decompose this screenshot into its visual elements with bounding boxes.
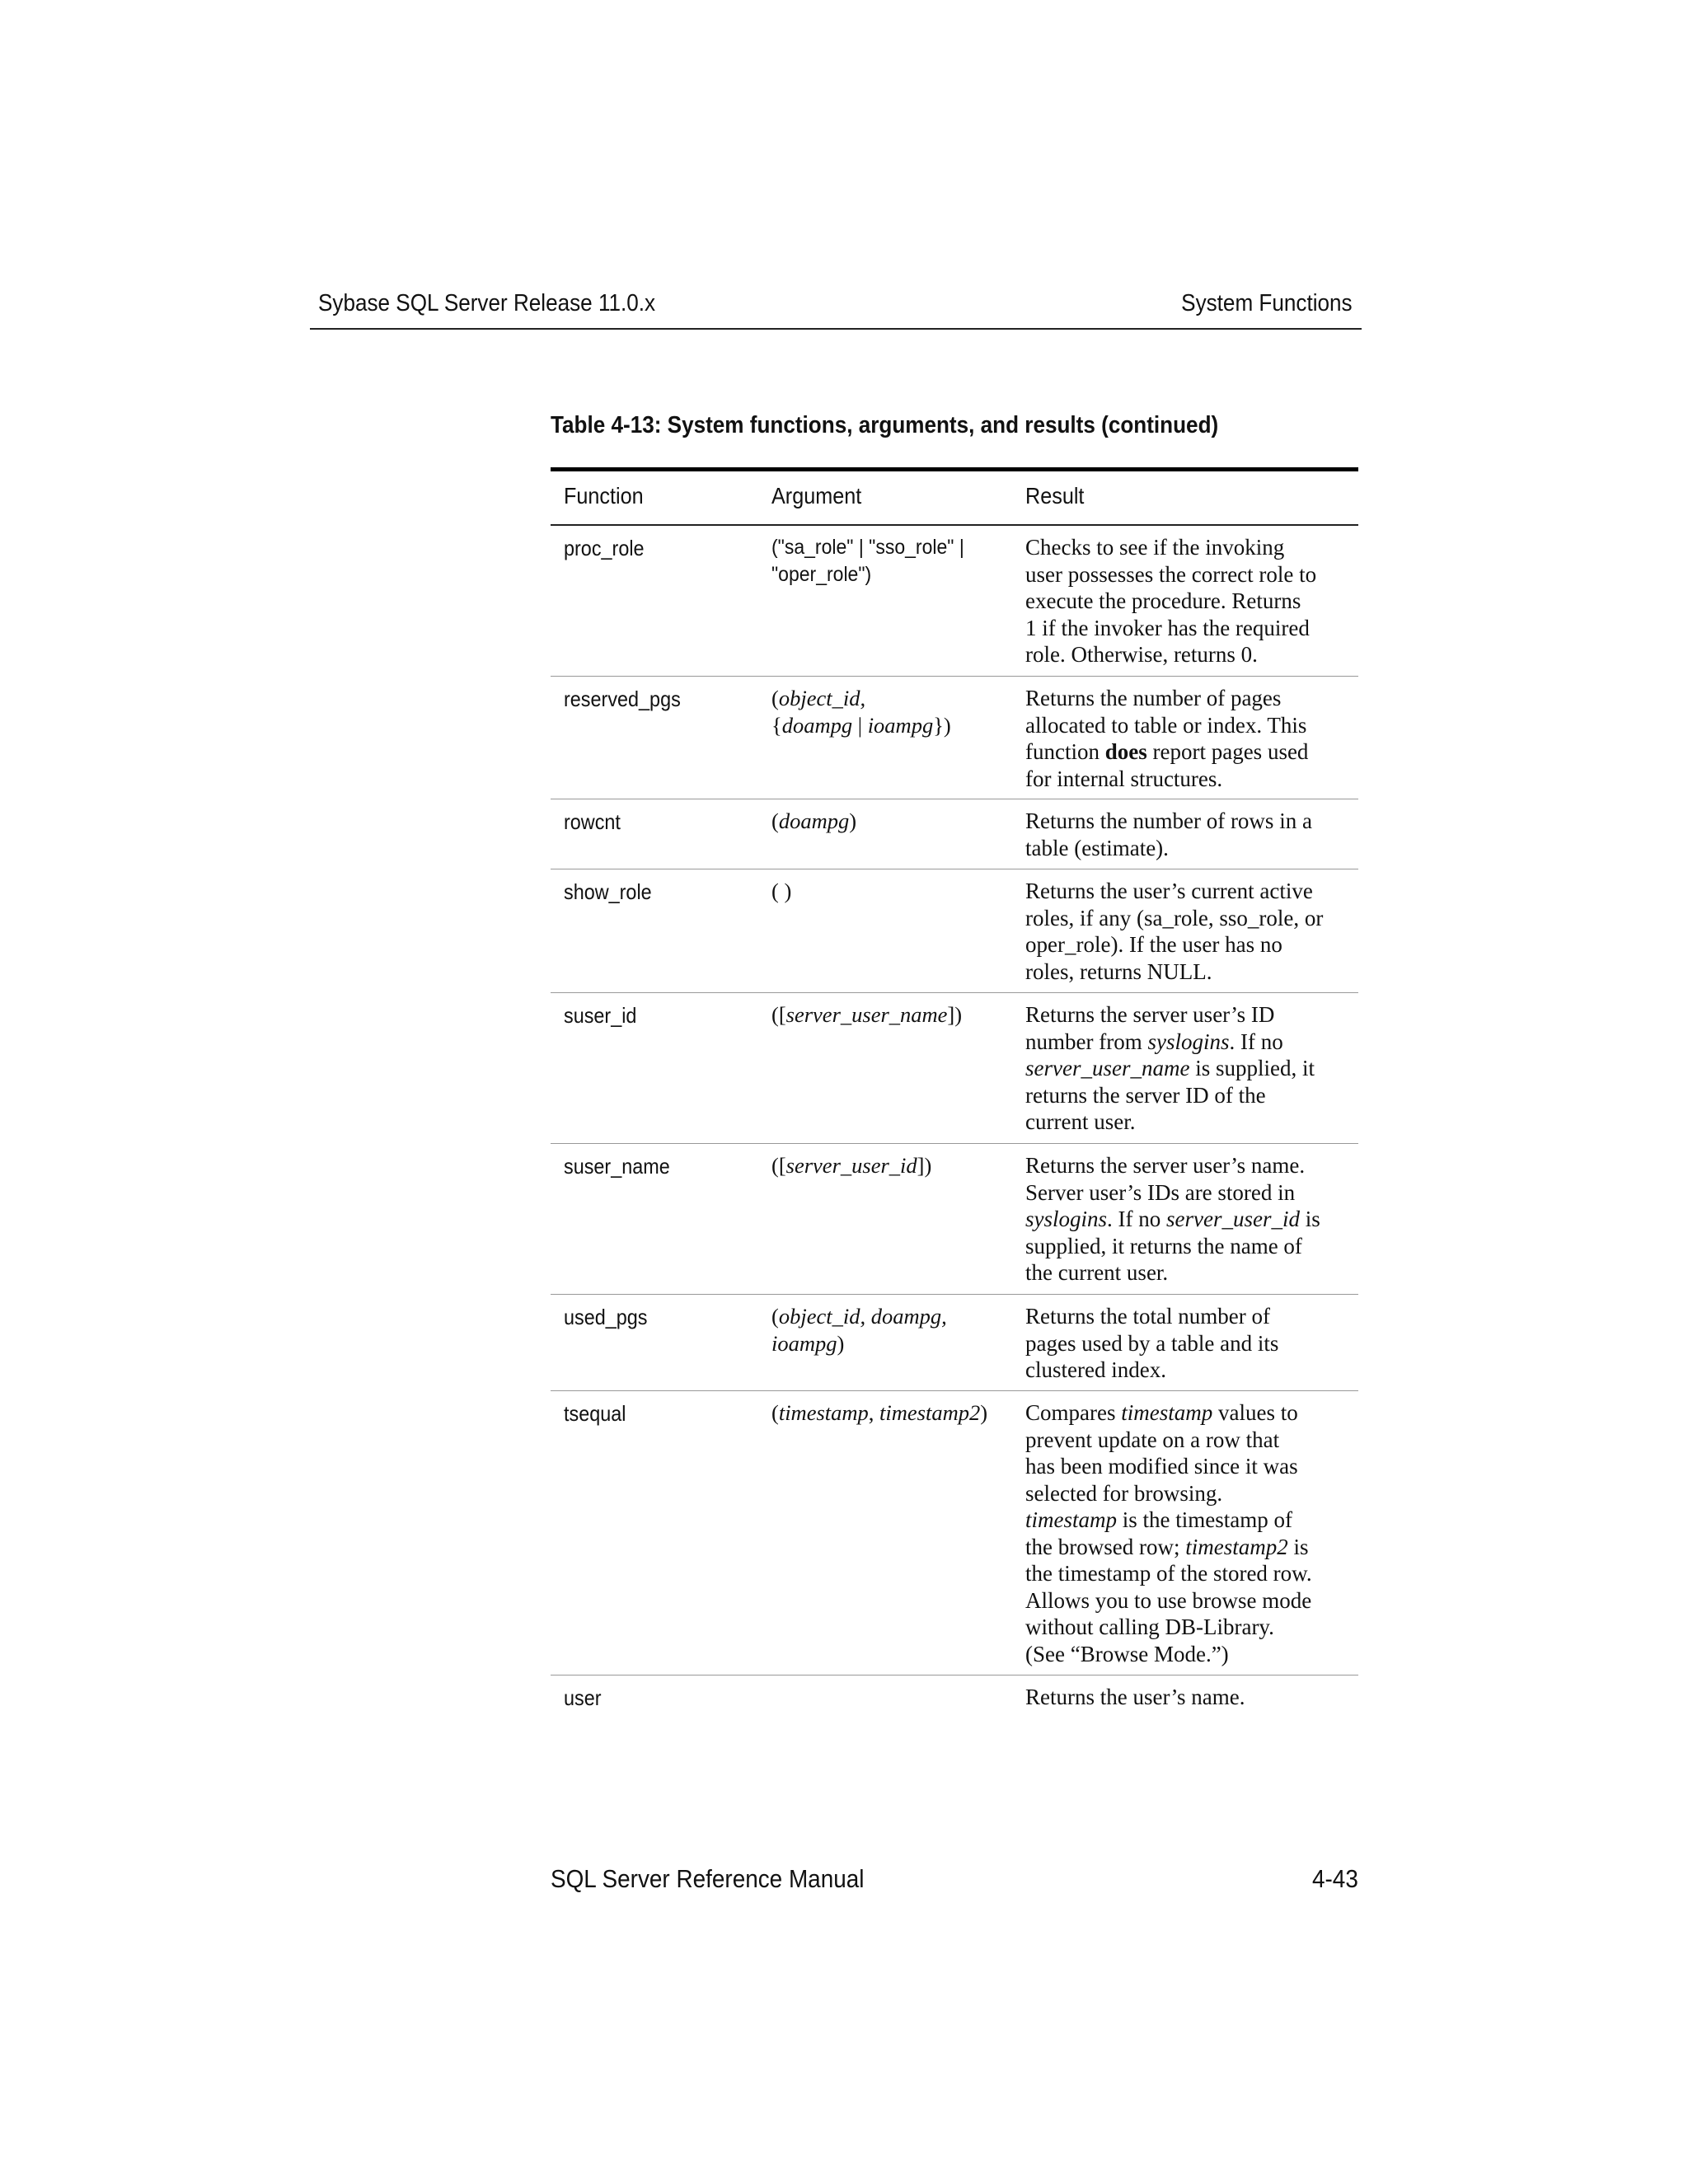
result-line: Server user’s IDs are stored in [1025, 1179, 1296, 1205]
header-section-title: System Functions [1181, 290, 1353, 316]
result-line: clustered index. [1025, 1357, 1166, 1382]
result-line: table (estimate). [1025, 835, 1169, 860]
table-row [551, 1295, 1358, 1391]
result-line: for internal structures. [1025, 766, 1223, 791]
argument-line: "oper_role") [771, 563, 872, 586]
table-header-row [551, 471, 1358, 526]
result-line: current user. [1025, 1109, 1136, 1134]
table-row [551, 1391, 1358, 1675]
result-line: oper_role). If the user has no [1025, 932, 1282, 957]
result-line: Returns the number of pages [1025, 686, 1282, 710]
column-header-result: Result [1025, 483, 1085, 509]
argument-line: ioampg) [771, 1331, 845, 1356]
argument-line: (object_id, doampg, [771, 1304, 947, 1329]
result-line: execute the procedure. Returns [1025, 588, 1301, 613]
result-line: 1 if the invoker has the required [1025, 615, 1310, 640]
function-result [1025, 1399, 1358, 1667]
table-row [551, 993, 1358, 1144]
function-argument [771, 1303, 1019, 1357]
result-line: Returns the total number of [1025, 1304, 1270, 1329]
argument-line: (doampg) [771, 808, 857, 833]
result-line: pages used by a table and its [1025, 1330, 1279, 1356]
table-row [551, 526, 1358, 677]
argument-line: (object_id, [771, 686, 866, 710]
result-line: Returns the server user’s name. [1025, 1153, 1306, 1178]
function-argument [771, 1399, 1019, 1427]
function-name: suser_id [564, 1003, 637, 1028]
function-name: reserved_pgs [564, 687, 681, 711]
argument-line: ( ) [771, 879, 792, 903]
table-caption: Table 4-13: System functions, arguments, and results (continued) [551, 412, 1219, 438]
result-line: (See “Browse Mode.”) [1025, 1641, 1229, 1666]
function-result [1025, 1684, 1358, 1711]
function-name: user [564, 1685, 602, 1710]
result-line: selected for browsing. [1025, 1480, 1223, 1506]
result-line: role. Otherwise, returns 0. [1025, 642, 1258, 667]
result-line: Returns the user’s current active [1025, 879, 1313, 903]
header-product-title: Sybase SQL Server Release 11.0.x [318, 290, 656, 316]
function-result [1025, 1152, 1358, 1286]
function-name: used_pgs [564, 1305, 648, 1329]
function-result [1025, 1303, 1358, 1384]
result-line: allocated to table or index. This [1025, 712, 1307, 738]
argument-line: {doampg | ioampg}) [771, 713, 951, 738]
function-name: tsequal [564, 1401, 626, 1426]
result-line: Returns the server user’s ID [1025, 1002, 1275, 1027]
argument-line: (timestamp, timestamp2) [771, 1400, 988, 1425]
result-line: without calling DB-Library. [1025, 1615, 1274, 1639]
function-result [1025, 878, 1358, 985]
function-argument [771, 1152, 1019, 1179]
system-functions-table [551, 467, 1358, 1725]
result-line: the current user. [1025, 1260, 1169, 1285]
function-result [1025, 685, 1358, 792]
function-result [1025, 808, 1358, 861]
table-row [551, 1144, 1358, 1295]
result-line: prevent update on a row that [1025, 1427, 1280, 1452]
result-line: Allows you to use browse mode [1025, 1587, 1312, 1613]
result-line: has been modified since it was [1025, 1454, 1298, 1479]
footer-manual-title: SQL Server Reference Manual [551, 1864, 865, 1893]
column-header-function: Function [564, 483, 644, 509]
result-line: returns the server ID of the [1025, 1082, 1266, 1108]
result-line: function does report pages used [1025, 739, 1309, 764]
table-row [551, 799, 1358, 869]
function-argument [771, 808, 1019, 835]
running-header [318, 290, 1353, 330]
result-line: timestamp is the timestamp of [1025, 1507, 1292, 1532]
result-line: server_user_name is supplied, it [1025, 1056, 1315, 1080]
function-result [1025, 1001, 1358, 1136]
table-row [551, 677, 1358, 799]
result-line: roles, if any (sa_role, sso_role, or [1025, 905, 1324, 930]
result-line: the browsed row; timestamp2 is [1025, 1534, 1309, 1559]
result-line: supplied, it returns the name of [1025, 1233, 1302, 1258]
function-name: proc_role [564, 536, 645, 560]
table-row [551, 869, 1358, 993]
result-line: number from syslogins. If no [1025, 1029, 1283, 1054]
argument-line: ([server_user_id]) [771, 1153, 932, 1178]
function-name: suser_name [564, 1154, 670, 1179]
result-line: user possesses the correct role to [1025, 561, 1317, 587]
result-line: the timestamp of the stored row. [1025, 1561, 1312, 1586]
header-rule [310, 328, 1362, 330]
result-line: Checks to see if the invoking [1025, 535, 1285, 560]
table-row [551, 1675, 1358, 1725]
argument-line: ([server_user_name]) [771, 1002, 963, 1027]
result-line: Returns the number of rows in a [1025, 808, 1312, 833]
function-name: show_role [564, 879, 652, 904]
function-argument [771, 1001, 1019, 1029]
result-line: roles, returns NULL. [1025, 958, 1212, 984]
function-name: rowcnt [564, 809, 621, 834]
argument-line: ("sa_role" | "sso_role" | [771, 536, 964, 559]
function-argument [771, 685, 1019, 739]
result-line: Compares timestamp values to [1025, 1400, 1298, 1425]
page-number: 4-43 [1312, 1864, 1358, 1893]
function-argument [771, 534, 1022, 588]
function-result [1025, 534, 1358, 668]
function-argument [771, 878, 1019, 905]
result-line: Returns the user’s name. [1025, 1685, 1245, 1709]
column-header-argument: Argument [771, 483, 862, 509]
result-line: syslogins. If no server_user_id is [1025, 1207, 1320, 1231]
